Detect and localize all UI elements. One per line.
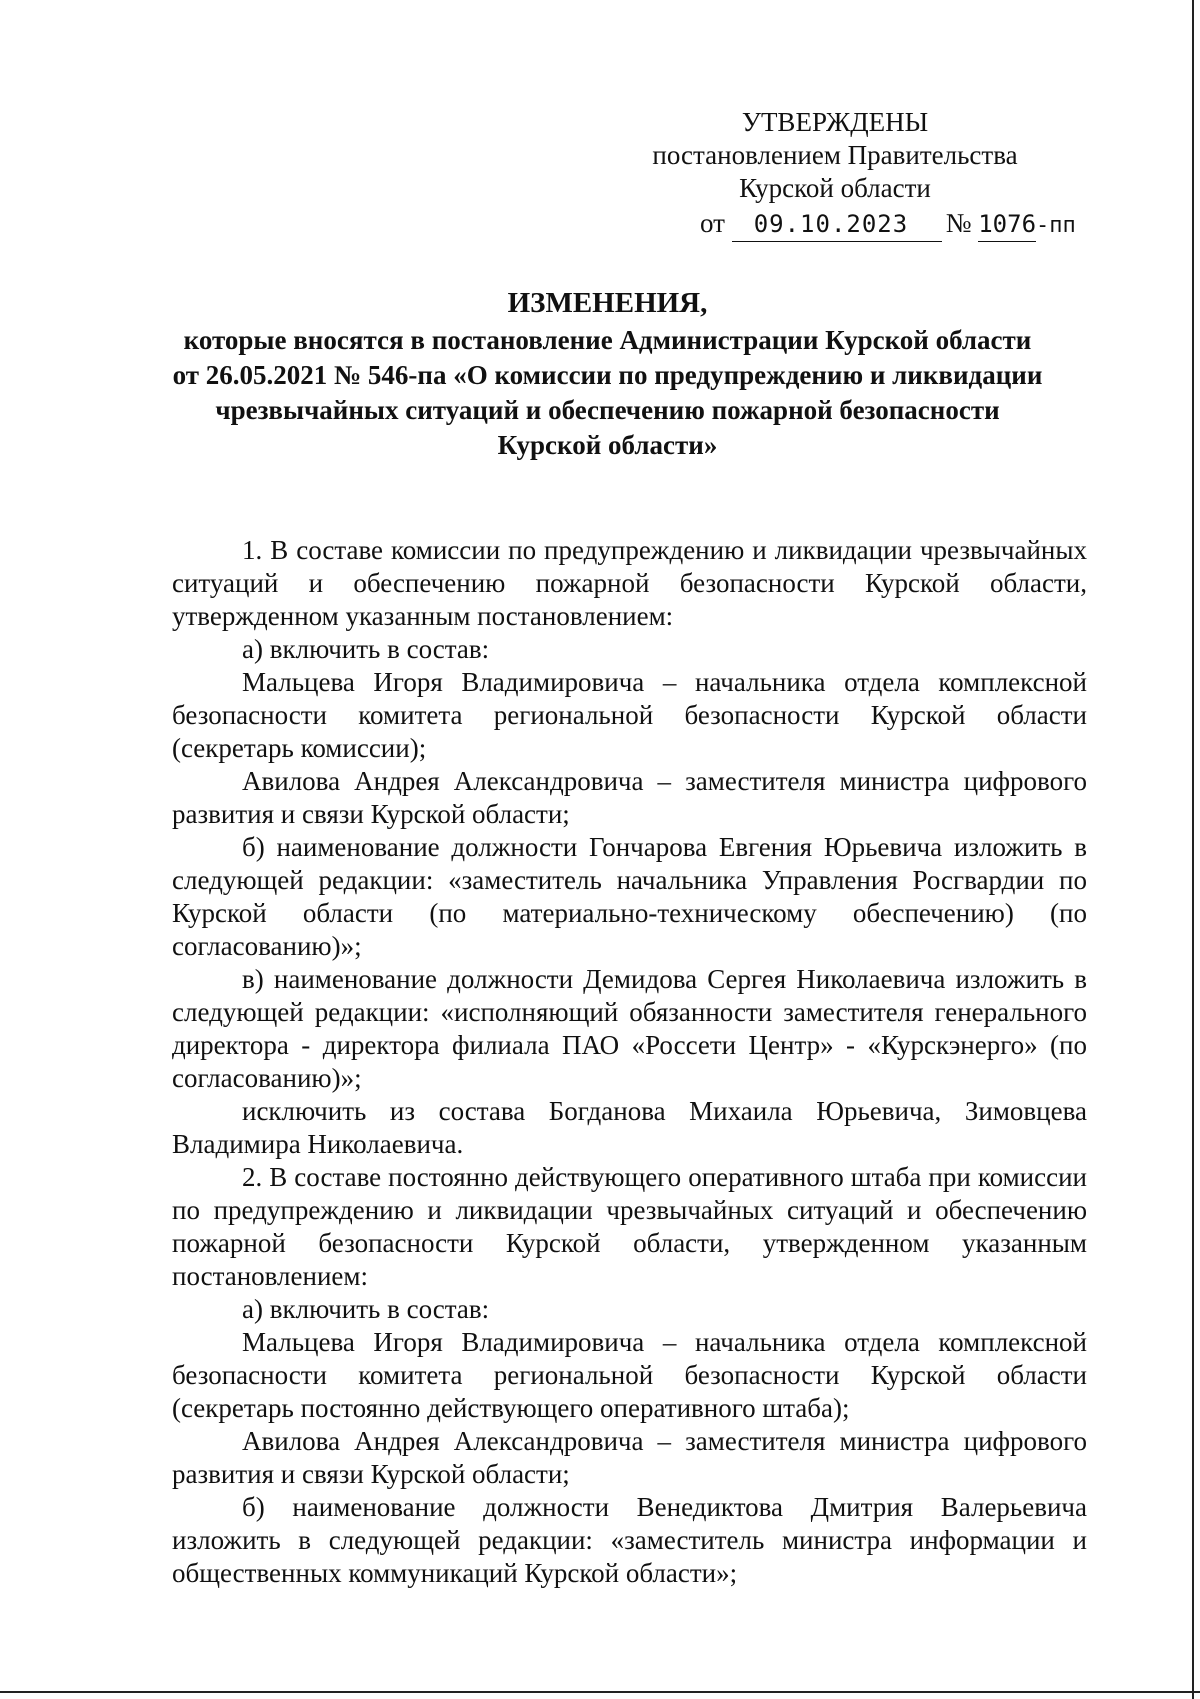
approval-line-region: Курской области <box>739 173 931 203</box>
number-label: № <box>945 208 972 238</box>
paragraph: б) наименование должности Венедиктова Дмитрия Валерьевича изложить в следующей редакции: «заместитель министра информации и общественных коммуникаций Курской области»; <box>172 1492 1087 1588</box>
paragraph: в) наименование должности Демидова Сергея Николаевича изложить в следующей редакции: «исполняющий обязанности заместителя генерального директора - директора филиала ПАО «Россети Центр» - «Курскэнерго» (по согласованию)»; <box>172 964 1087 1093</box>
page-edge-right <box>1192 0 1194 1699</box>
title-line-2: от 26.05.2021 № 546-па «О комиссии по предупреждению и ликвидации <box>172 360 1043 390</box>
document-title <box>155 286 1060 463</box>
paragraph: 2. В составе постоянно действующего оперативного штаба при комиссии по предупреждению и ликвидации чрезвычайных ситуаций и обеспечению пожарной безопасности Курской области, утвержденном указанным постановлением: <box>172 1162 1087 1291</box>
paragraph: а) включить в состав: <box>242 634 490 664</box>
page-edge-bottom <box>0 1691 1200 1693</box>
paragraph: а) включить в состав: <box>242 1294 490 1324</box>
approval-title: УТВЕРЖДЕНЫ <box>741 107 929 137</box>
title-line-4: Курской области» <box>497 430 718 460</box>
approval-date-line <box>640 207 1080 242</box>
approval-line-decree: постановлением Правительства <box>652 140 1018 170</box>
paragraph: Мальцева Игоря Владимировича – начальника отдела комплексной безопасности комитета региональной безопасности Курской области (секретарь комиссии); <box>172 667 1087 763</box>
title-heading: ИЗМЕНЕНИЯ, <box>507 287 708 319</box>
decree-date: 09.10.2023 <box>732 208 942 242</box>
paragraph: Авилова Андрея Александровича – заместителя министра цифрового развития и связи Курской области; <box>172 1426 1087 1489</box>
approval-stamp <box>640 106 1080 242</box>
paragraph: б) наименование должности Гончарова Евгения Юрьевича изложить в следующей редакции: «заместитель начальника Управления Росгвардии по Курской области (по материально-техническому обеспечению) (по согласованию)»; <box>172 832 1087 961</box>
decree-number: 1076 <box>978 208 1036 242</box>
paragraph: 1. В составе комиссии по предупреждению и ликвидации чрезвычайных ситуаций и обеспечению пожарной безопасности Курской области, утвержденном указанным постановлением: <box>172 535 1087 631</box>
paragraph: Мальцева Игоря Владимировича – начальника отдела комплексной безопасности комитета региональной безопасности Курской области (секретарь постоянно действующего оперативного штаба); <box>172 1327 1087 1423</box>
paragraph: исключить из состава Богданова Михаила Юрьевича, Зимовцева Владимира Николаевича. <box>172 1096 1087 1159</box>
document-body <box>172 534 1087 1590</box>
title-line-1: которые вносятся в постановление Администрации Курской области <box>183 325 1032 355</box>
paragraph: Авилова Андрея Александровича – заместителя министра цифрового развития и связи Курской области; <box>172 766 1087 829</box>
date-prefix: от <box>700 208 725 238</box>
decree-number-suffix: -пп <box>1036 213 1076 238</box>
title-line-3: чрезвычайных ситуаций и обеспечению пожарной безопасности <box>215 395 1000 425</box>
